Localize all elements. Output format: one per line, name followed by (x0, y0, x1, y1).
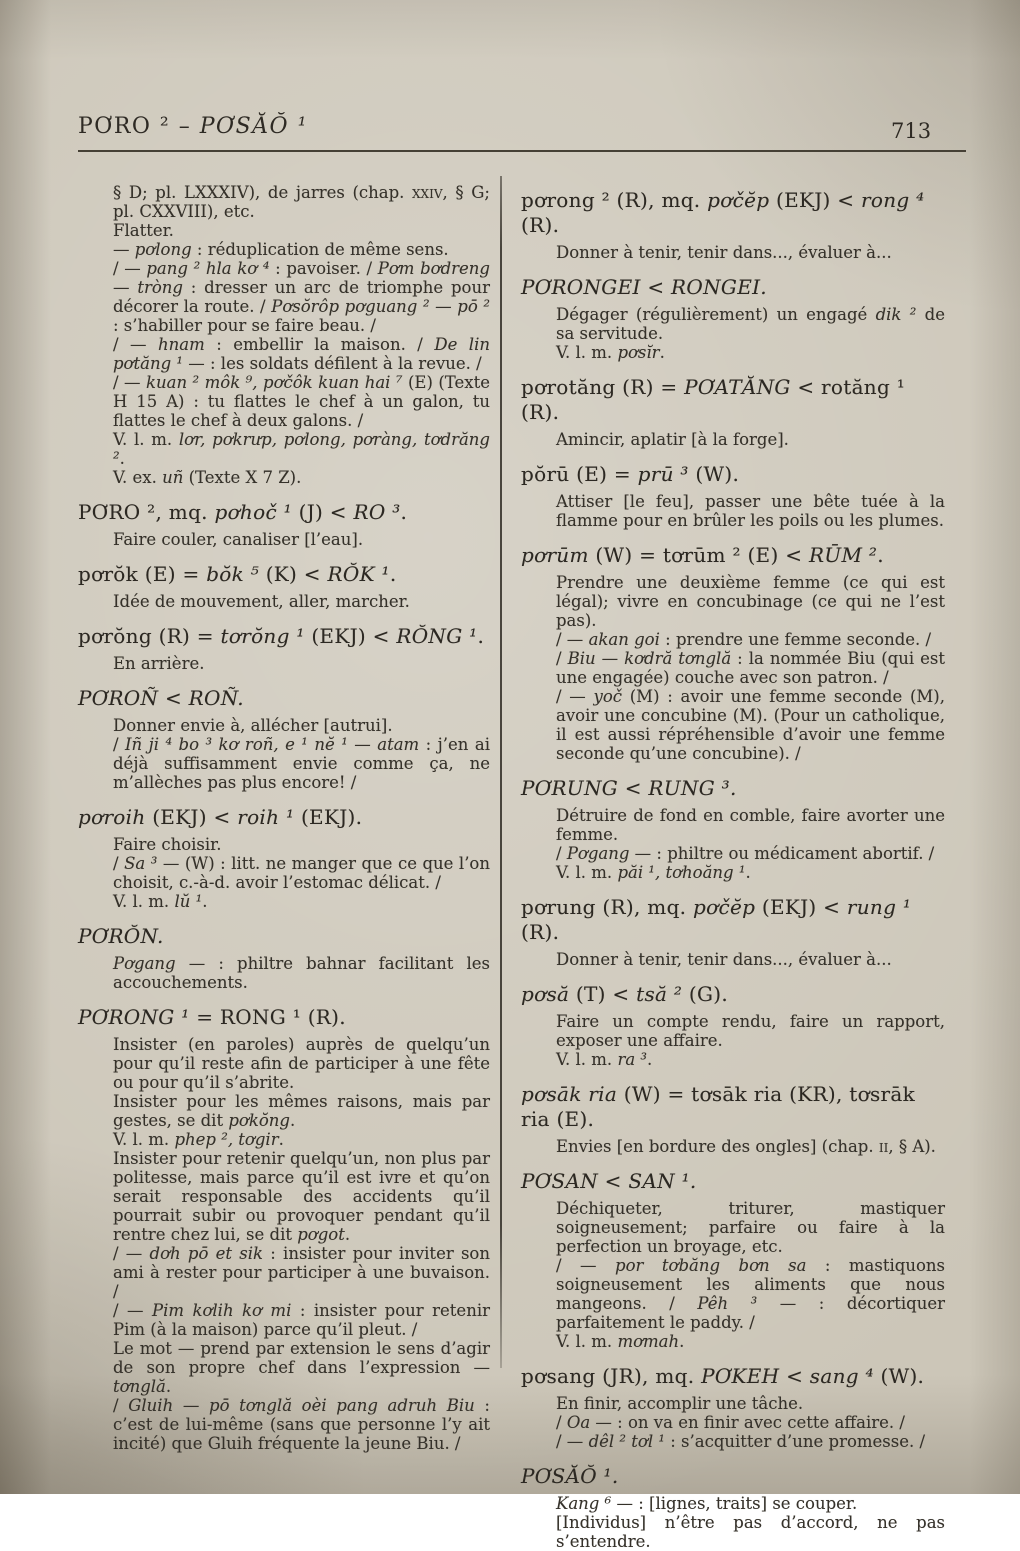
italic-text: PƠSAN < SAN ¹. (521, 1169, 697, 1193)
text: . (679, 1332, 685, 1351)
text: (T) < (569, 982, 637, 1006)
text: — (113, 240, 135, 259)
entry-definition (113, 259, 490, 335)
italic-text: Pơgang (566, 844, 630, 863)
entry-definition (556, 806, 945, 844)
text: En arrière. (113, 654, 205, 673)
text: (R). (521, 920, 560, 944)
text: : c’est de lui-même (sans que personne l’y ait incité) que Gluih fréquente la jeune Biu. / (113, 1396, 490, 1453)
italic-text: Sa ³ (124, 854, 158, 873)
text: — : décortiquer parfaitement le paddy. / (556, 1294, 945, 1332)
italic-text: dơh pō et sik (149, 1244, 264, 1263)
entry-definition (113, 1092, 490, 1130)
text: pơrong ² (R), mq. (521, 188, 708, 212)
italic-text: prū ³ (637, 462, 689, 486)
italic-text: PƠRONGEI < RONGEI. (521, 275, 767, 299)
header-rule (78, 150, 966, 152)
text: V. ex. (113, 468, 163, 487)
dictionary-entry (521, 1082, 945, 1156)
text: Envies [en bordure des ongles] (chap. (556, 1137, 879, 1156)
italic-text: tơnglă (113, 1377, 166, 1396)
text: . (289, 1111, 296, 1130)
text: / (113, 854, 125, 873)
italic-text: Gluih — pō tơnglă oèi pang adruh Biu (128, 1396, 475, 1415)
text: Le mot — prend par extension le sens d’agir de son propre chef dans l’expression — (113, 1339, 490, 1377)
italic-text: roih ¹ (237, 805, 295, 829)
entry-definition (556, 1513, 945, 1551)
italic-text: pơsă (521, 982, 570, 1006)
italic-text: RO ³ (353, 500, 401, 524)
text: . (344, 1225, 351, 1244)
italic-text: rong ⁴ (861, 188, 925, 212)
text: : dresser un arc de triomphe pour décorer la route. / (113, 278, 490, 316)
italic-text: păi ¹, tơhoăng ¹ (617, 863, 746, 882)
text: / (113, 1396, 129, 1415)
text: V. l. m. (556, 1050, 618, 1069)
entry-definition (113, 1149, 490, 1244)
text: : la nommée Biu (qui est une engagée) couche avec son patron. / (556, 649, 945, 687)
italic-text: Biu — kơdră tơnglă (567, 649, 732, 668)
italic-text: pơčĕp (693, 895, 756, 919)
text: < rotăng ¹ (R). (521, 375, 906, 424)
dictionary-entry (78, 805, 490, 911)
text: V. l. m. (556, 1332, 618, 1351)
italic-text: akan goi (588, 630, 660, 649)
small-caps-text: ii (878, 1137, 889, 1156)
text: (K) < (259, 562, 328, 586)
entry-definition (556, 1256, 945, 1332)
text: : réduplication de même sens. (191, 240, 449, 259)
italic-text: PƠRŎN. (78, 924, 164, 948)
dictionary-entry (78, 686, 490, 792)
entry-definition (113, 1301, 490, 1339)
text: . (400, 500, 408, 524)
entry-definition (113, 468, 490, 487)
text: / — (113, 1301, 152, 1320)
text: pơrotăng (R) = (521, 375, 685, 399)
entry-definition (113, 592, 490, 611)
entry-headword (521, 982, 945, 1007)
entry-definition (556, 844, 945, 863)
entry-headword (521, 1082, 945, 1132)
text: : insister pour retenir Pim (à la maison) parce qu’il pleut. / (113, 1301, 490, 1339)
text: : s’acquitter d’une promesse. / (664, 1432, 926, 1451)
italic-text: RŎK ¹ (327, 562, 390, 586)
entry-definition (556, 687, 945, 763)
italic-text: PƠROÑ < ROÑ. (78, 686, 244, 710)
text: . (659, 343, 665, 362)
text: Insister (en paroles) auprès de quelqu’un pour qu’il reste afin de participer à une fête ou pour qu’il s’abrite. (113, 1035, 490, 1092)
entry-definition (556, 492, 945, 530)
entry-headword (521, 188, 945, 238)
entry-definition (113, 954, 490, 992)
text: Amincir, aplatir [à la forge]. (556, 430, 789, 449)
text: Idée de mouvement, aller, marcher. (113, 592, 410, 611)
italic-text: Pơgang (113, 954, 176, 973)
italic-text: RŎNG ¹ (396, 624, 478, 648)
text: — : [lignes, traits] se couper. (611, 1494, 858, 1513)
entry-headword (78, 500, 490, 525)
entry-definition (113, 1244, 490, 1301)
italic-text: pơlong (134, 240, 192, 259)
text: Faire couler, canaliser [l’eau]. (113, 530, 364, 549)
entry-definition (556, 1332, 945, 1351)
text: Donner à tenir, tenir dans..., évaluer à... (556, 243, 892, 262)
text: = RONG ¹ (R). (189, 1005, 346, 1029)
entry-definition (556, 1012, 945, 1050)
text: V. l. m. (113, 430, 179, 449)
text: , § A). (888, 1137, 936, 1156)
entry-definition (556, 1050, 945, 1069)
text: . (119, 449, 125, 468)
text: . (389, 562, 397, 586)
text: . (165, 1377, 172, 1396)
text: : mastiquons soigneusement les aliments que nous mangeons. / (556, 1256, 945, 1313)
italic-text: Kang ⁶ (556, 1494, 612, 1513)
entry-definition (113, 1396, 490, 1453)
italic-text: yoč (593, 687, 623, 706)
italic-text: pơkŏng (228, 1111, 290, 1130)
italic-text: dik ² (875, 305, 917, 324)
italic-text: lŭ ¹ (174, 892, 203, 911)
italic-text: PƠRONG ¹ (78, 1005, 190, 1029)
dictionary-entry (521, 895, 945, 969)
text: V. l. m. (556, 343, 618, 362)
entry-definition (556, 649, 945, 687)
entry-headword (78, 1005, 490, 1030)
dictionary-entry (78, 562, 490, 611)
italic-text: Iñ ji ⁴ bo ³ kơ roñ, e ¹ nĕ ¹ — atam (125, 735, 420, 754)
entry-headword (78, 562, 490, 587)
entry-definition (556, 1199, 945, 1256)
text: : embellir la maison. / (204, 335, 435, 354)
text: V. l. m. (113, 1130, 175, 1149)
dictionary-entry (521, 188, 945, 262)
dictionary-entry (521, 982, 945, 1069)
text: En finir, accomplir une tâche. (556, 1394, 804, 1413)
dictionary-entry (521, 375, 945, 449)
dictionary-entry (521, 776, 945, 882)
text: (W) = tơrūm ² (E) < (588, 543, 809, 567)
entry-definition (113, 1339, 490, 1396)
entry-definition (113, 716, 490, 735)
italic-text: dêl ² tơl ¹ (588, 1432, 665, 1451)
entry-definition (113, 654, 490, 673)
text: Insister pour retenir quelqu’un, non plus par politesse, mais parce qu’il est ivre et qu’on serait responsable des accidents qu’il pourrait subir ou provoquer pendant qu’il rentre chez lui, se dit (113, 1149, 490, 1244)
italic-text: pơgot (297, 1225, 345, 1244)
text: : prendre une femme seconde. / (659, 630, 932, 649)
entry-headword (78, 924, 490, 949)
entry-headword (521, 462, 945, 487)
entry-definition (113, 335, 490, 373)
text: . (202, 892, 208, 911)
entry-definition (556, 430, 945, 449)
text: , § G; pl. CXXVIII), etc. (113, 183, 490, 221)
entry-definition (113, 183, 490, 221)
text: pơrŏng (R) = (78, 624, 221, 648)
entry-definition (556, 1494, 945, 1513)
text: / (556, 1413, 567, 1432)
dictionary-entry (78, 924, 490, 992)
entry-definition (556, 863, 945, 882)
text: < (779, 1364, 810, 1388)
text: . (477, 624, 485, 648)
text: : insister pour inviter son ami à rester pour participer à une buvaison. / (113, 1244, 490, 1301)
text: Flatter. (113, 221, 174, 240)
italic-text: uñ (162, 468, 184, 487)
entry-definition (556, 950, 945, 969)
text: Donner à tenir, tenir dans..., évaluer à... (556, 950, 892, 969)
dictionary-entry (521, 1364, 945, 1451)
italic-text: tơrŏng ¹ (220, 624, 305, 648)
page-number: 713 (891, 119, 932, 143)
text: / — (556, 1432, 589, 1451)
entry-headword (78, 624, 490, 649)
text: (EKJ) < (304, 624, 397, 648)
entry-definition (556, 343, 945, 362)
running-header (78, 114, 308, 139)
column-divider (500, 176, 502, 1368)
small-caps-text: xxiv (412, 183, 443, 202)
italic-text: pơhoč ¹ (214, 500, 292, 524)
text: PƠRO ², mq. (78, 500, 215, 524)
entry-definition (113, 854, 490, 892)
dictionary-entry (78, 183, 490, 487)
text: : pavoiser. / (269, 259, 378, 278)
italic-text: rung ¹ (846, 895, 912, 919)
italic-text: kuan ² môk ⁹, pơčôk kuan hai ⁷ (146, 373, 403, 392)
text: Déchiqueter, triturer, mastiquer soigneusement; parfaire ou faire à la perfection un broyage, etc. (556, 1199, 945, 1256)
text: de sa servitude. (556, 305, 945, 343)
text: / — (556, 687, 594, 706)
text: Faire un compte rendu, faire un rapport, exposer une affaire. (556, 1012, 945, 1050)
text: Donner envie à, allécher [autrui]. (113, 716, 393, 735)
italic-text: PƠRUNG < RUNG ³. (521, 776, 737, 800)
text: (W). (873, 1364, 925, 1388)
text: Prendre une deuxième femme (ce qui est légal); vivre en concubinage (ce qui ne l’est pas). (556, 573, 945, 630)
entry-headword (78, 686, 490, 711)
italic-text: Pơm bơdreng — tròng (113, 259, 490, 297)
entry-definition (113, 1130, 490, 1149)
entry-definition (113, 1035, 490, 1092)
text: (W) = tơsāk ria (KR), tơsrāk ria (E). (521, 1082, 916, 1131)
italic-text: pang ² hla kơ ⁴ (146, 259, 270, 278)
text: — : philtre ou médicament abortif. / (629, 844, 935, 863)
text: (EKJ) < (769, 188, 862, 212)
entry-headword (521, 543, 945, 568)
entry-headword (521, 1169, 945, 1194)
text: V. l. m. (556, 863, 618, 882)
entry-definition (556, 1432, 945, 1451)
text: / — (556, 630, 589, 649)
text: pŏrū (E) = (521, 462, 638, 486)
entry-definition (113, 735, 490, 792)
italic-text: lơr, pơkrưp, pơlong, pơràng, tơdrăng ² (113, 430, 490, 468)
italic-text: pơsāk ria (521, 1082, 618, 1106)
entry-definition (556, 573, 945, 630)
dictionary-entry (521, 462, 945, 530)
italic-text: De lin pơtăng ¹ (113, 335, 490, 373)
italic-text: pơroih (78, 805, 146, 829)
text: / (556, 649, 568, 668)
entry-headword (78, 805, 490, 830)
text: pơrung (R), mq. (521, 895, 693, 919)
dictionary-entry (78, 624, 490, 673)
text: . (745, 863, 751, 882)
dictionary-entry (521, 1169, 945, 1351)
text: (EKJ) < (145, 805, 238, 829)
entry-definition (556, 1413, 945, 1432)
italic-text: Pêh ³ (697, 1294, 758, 1313)
entry-definition (556, 1137, 945, 1156)
italic-text: pơrūm (521, 543, 589, 567)
text: / — (113, 373, 146, 392)
italic-text: mơmah (617, 1332, 680, 1351)
italic-text: RŪM ² (808, 543, 878, 567)
text: : j’en ai déjà suffisamment envie comme ça, ne m’allèches pas plus encore! / (113, 735, 490, 792)
italic-text: pơsĭr (617, 343, 660, 362)
text: Faire choisir. (113, 835, 222, 854)
italic-text: PƠATĂNG (684, 375, 791, 399)
right-column (521, 188, 945, 1551)
entry-headword (521, 275, 945, 300)
text: (W). (688, 462, 740, 486)
italic-text: PƠSĂŎ ¹. (521, 1464, 619, 1488)
text: Attiser [le feu], passer une bête tuée à la flamme pour en brûler les poils ou les plumes. (556, 492, 945, 530)
text: (G). (682, 982, 729, 1006)
text: Insister pour les mêmes raisons, mais par gestes, se dit (113, 1092, 490, 1130)
entry-definition (113, 530, 490, 549)
entry-headword (521, 776, 945, 801)
entry-headword (521, 1464, 945, 1489)
entry-definition (556, 1394, 945, 1413)
text: . (278, 1130, 284, 1149)
entry-definition (113, 892, 490, 911)
entry-headword (521, 375, 945, 425)
dictionary-entry (78, 1005, 490, 1453)
text: (M) : avoir une femme seconde (M), avoir une concubine (M). (Pour un catholique, il est aussi répréhensible d’avoir une femme seconde qu’une concubine). / (556, 687, 945, 763)
italic-text: hnam (158, 335, 205, 354)
italic-text: phep ², tơgir (174, 1130, 279, 1149)
text: / (113, 735, 126, 754)
text: [Individus] n’être pas d’accord, ne pas s’entendre. (556, 1513, 945, 1551)
entry-headword (521, 1364, 945, 1389)
entry-definition (113, 430, 490, 468)
entry-definition (113, 373, 490, 430)
italic-text: por tơbăng bơn sa (615, 1256, 807, 1275)
dictionary-entry (521, 1464, 945, 1551)
text: / (556, 844, 567, 863)
text: (J) < (291, 500, 354, 524)
dictionary-entry (78, 500, 490, 549)
text: / — (556, 1256, 616, 1275)
italic-text: sang ⁴ (809, 1364, 874, 1388)
text: PƠRO ² – (78, 114, 200, 139)
entry-headword (521, 895, 945, 945)
text: . (647, 1050, 653, 1069)
entry-definition (556, 243, 945, 262)
text: V. l. m. (113, 892, 175, 911)
italic-text: Pim kơlih kơ mi (151, 1301, 292, 1320)
italic-text: Pơsŏrôp pơguang ² — pō ² (271, 297, 490, 316)
text: (Texte X 7 Z). (183, 468, 302, 487)
entry-definition (113, 240, 490, 259)
italic-text: tsă ² (636, 982, 683, 1006)
text: : s’habiller pour se faire beau. / (113, 316, 376, 335)
italic-text: ra ³ (617, 1050, 648, 1069)
text: (EKJ) < (755, 895, 847, 919)
italic-text: pơčĕp (707, 188, 770, 212)
text: (E) (Texte H 15 A) : tu flattes le chef à un galon, tu flattes le chef à deux galons. / (113, 373, 490, 430)
dictionary-entry (521, 275, 945, 362)
text: (EKJ). (294, 805, 363, 829)
text: / — (113, 1244, 150, 1263)
left-column (78, 183, 490, 1453)
text: pơsang (JR), mq. (521, 1364, 702, 1388)
italic-text: bŏk ⁵ (206, 562, 260, 586)
text: / — (113, 259, 147, 278)
text: (R). (521, 213, 560, 237)
entry-definition (556, 630, 945, 649)
text: pơrŏk (E) = (78, 562, 207, 586)
text: — : on va en finir avec cette affaire. / (590, 1413, 905, 1432)
text: — : les soldats défilent à la revue. / (183, 354, 482, 373)
text: Dégager (régulièrement) un engagé (556, 305, 876, 324)
dictionary-entry (521, 543, 945, 763)
text: — (W) : litt. ne manger que ce que l’on choisit, c.-à-d. avoir l’estomac délicat. / (113, 854, 490, 892)
italic-text: Oa (566, 1413, 591, 1432)
text: Détruire de fond en comble, faire avorter une femme. (556, 806, 945, 844)
text: — : philtre bahnar facilitant les accouchements. (113, 954, 490, 992)
text: § D; pl. LXXXIV), de jarres (chap. (113, 183, 413, 202)
entry-definition (113, 835, 490, 854)
italic-text: PƠSĂŎ ¹ (199, 114, 308, 139)
italic-text: PƠKEH (701, 1364, 780, 1388)
text: / — (113, 335, 159, 354)
entry-definition (113, 221, 490, 240)
text: . (877, 543, 884, 567)
entry-definition (556, 305, 945, 343)
